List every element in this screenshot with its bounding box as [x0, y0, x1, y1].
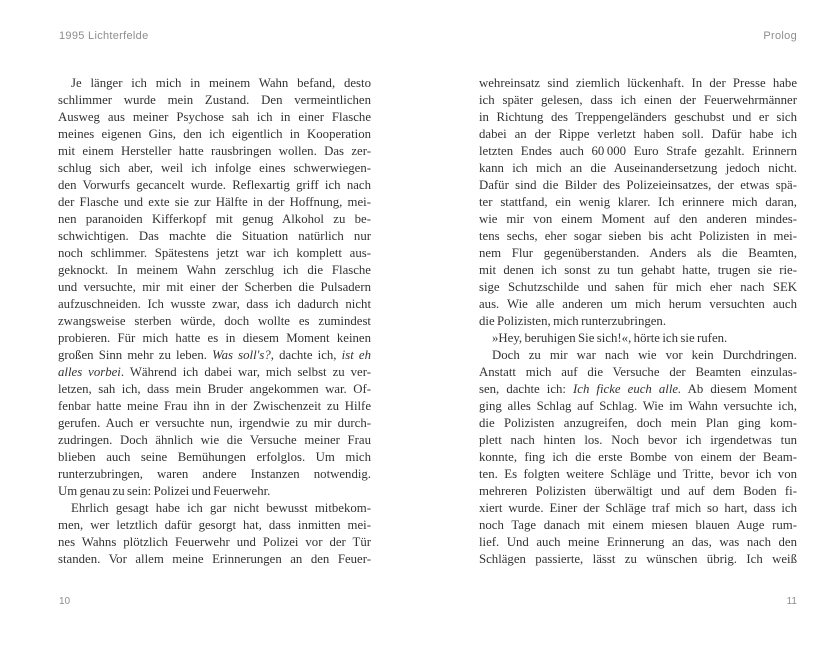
text-line: mit einem Hersteller hatte rausbringen wollen. Das zer- [58, 144, 371, 158]
text-line: sen, dachte ich: Ich ficke euch alle. Ab diesem Moment [479, 382, 797, 396]
text-line: xiert wurde. Einer der Schläge traf mich so hart, dass ich [479, 501, 797, 515]
text-line: noch Tage danach mit einem miesen blauen Auge rum- [479, 518, 797, 532]
text-line: zwangsweise sterben würde, doch wollte es zumindest [58, 314, 371, 328]
text-line: ter stattfand, ein wenig klarer. Ich erinnere mich daran, [479, 195, 797, 209]
text-line: ich später gelesen, dass ich einen der Feuerwehrmänner [479, 93, 797, 107]
running-header-left: 1995 Lichterfelde [59, 30, 149, 42]
text-line: blieben auch seine Bemühungen erfolglos. Um mich [58, 450, 371, 464]
text-line: nem Flur gegenüberstanden. Anders als die Beamten, [479, 246, 797, 260]
text-line: fenbar hatte meine Frau ihn in der Zwischenzeit zu Hilfe [58, 399, 371, 413]
text-line: zudringen. Doch ähnlich wie die Versuche meiner Frau [58, 433, 371, 447]
text-line: die Polizisten anzugreifen, doch mein Plan ging kom- [479, 416, 797, 430]
text-line: tens sechs, eher sogar sieben bis acht Polizisten in mei- [479, 229, 797, 243]
text-line: meines eigenen Gins, den ich eigentlich in Kooperation [58, 127, 371, 141]
text-line: aus. Wie alle anderen um mich herum versuchten auch [479, 297, 797, 311]
text-line: sige Schutzschilde und sahen für mich eher nach SEK [479, 280, 797, 294]
page-number-left: 10 [59, 596, 71, 607]
text-line: plett nach hinten los. Noch bevor ich irgendetwas tun [479, 433, 797, 447]
text-line: Schlägen passierte, lässt zu wünschen übrig. Ich weiß [479, 552, 797, 566]
text-line: Anstatt mich auf die Versuche der Beamten einzulas- [479, 365, 797, 379]
text-line: men, wer letztlich dafür gesorgt hat, dass inmitten mei- [58, 518, 371, 532]
text-line: Ehrlich gesagt habe ich gar nicht bewusst mitbekom- [71, 501, 371, 515]
text-line: mehreren Polizisten überwältigt und auf dem Boden fi- [479, 484, 797, 498]
text-line: Je länger ich mich in meinem Wahn befand, desto [71, 76, 371, 90]
text-line: runterzubringen, waren andere Instanzen notwendig. [58, 467, 371, 481]
text-line: gerufen. Auch er versuchte nun, irgendwie zu mir durch- [58, 416, 371, 430]
text-line: Ausweg aus meiner Psychose sah ich in einer Flasche [58, 110, 371, 124]
text-line: in Richtung des Treppengeländers geschubst und er sich [479, 110, 797, 124]
text-line: Um genau zu sein: Polizei und Feuerwehr. [58, 484, 271, 498]
text-line: Doch zu mir war nach wie vor kein Durchdringen. [492, 348, 797, 362]
text-line: letzen, sah ich, dass mein Bruder angekommen war. Of- [58, 382, 371, 396]
page-body-left [58, 75, 371, 568]
text-line: nes Wahns plötzlich Feuerwehr und Polizei vor der Tür [58, 535, 371, 549]
text-line: geknockt. In meinem Wahn zerschlug ich die Flasche [58, 263, 371, 277]
text-line: die Polizisten, mich runterzubringen. [479, 314, 667, 328]
text-line: wie mir von einem Moment auf den anderen mindes- [479, 212, 797, 226]
text-line: nen paranoiden Kifferkopf mit genug Alkohol zu be- [58, 212, 371, 226]
text-line: alles vorbei. Während ich dabei war, mich selbst zu ver- [58, 365, 371, 379]
text-line: »Hey, beruhigen Sie sich!«, hörte ich sie rufen. [492, 331, 728, 345]
text-line: konnte, fing ich die erste Bombe von einem der Beam- [479, 450, 797, 464]
text-line: der Flasche und exte sie zur Hälfte in der Hoffnung, mei- [58, 195, 371, 209]
page-number-right: 11 [786, 596, 797, 607]
text-line: ten. Es folgten weitere Schläge und Tritte, bevor ich von [479, 467, 797, 481]
text-line: probieren. Für mich hatte es in diesem Moment keinen [58, 331, 371, 345]
text-line: dabei an der Rippe verletzt haben soll. Dafür habe ich [479, 127, 797, 141]
text-line: und versuchte, mir mit einer der Scherben die Pulsadern [58, 280, 371, 294]
text-line: wehreinsatz sind ziemlich lückenhaft. In der Presse habe [479, 76, 797, 90]
text-line: den Vorwurfs gecancelt wurde. Reflexartig griff ich nach [58, 178, 371, 192]
text-line: schlimmer wurde mein Zustand. Den vermeintlichen [58, 93, 371, 107]
page-body-right [479, 75, 797, 568]
text-line: mit denen ich sonst zu tun gehabt hatte, trugen sie rie- [479, 263, 797, 277]
text-line: Dafür sind die Bilder des Polizeieinsatzes, der etwas spä- [479, 178, 797, 192]
running-header-right: Prolog [763, 30, 797, 42]
text-line: aufzuschneiden. Ich wusste zwar, dass ich dadurch nicht [58, 297, 371, 311]
text-line: kann ich mich an die Auseinandersetzung jedoch nicht. [479, 161, 797, 175]
text-line: standen. Vor allem meine Erinnerungen an den Feuer- [58, 552, 371, 566]
text-line: ging alles Schlag auf Schlag. Wie im Wahn versuchte ich, [479, 399, 797, 413]
text-line: letzten Endes auch 60 000 Euro Strafe gezahlt. Erinnern [479, 144, 797, 158]
text-line: lief. Und auch meine Erinnerung an das, was nach den [479, 535, 797, 549]
text-line: schlug sich aber, weil ich infolge eines schwerwiegen- [58, 161, 371, 175]
text-line: schwichtigen. Das machte die Situation natürlich nur [58, 229, 371, 243]
text-line: großen Sinn mehr zu leben. Was soll's?, dachte ich, ist eh [58, 348, 372, 362]
text-line: noch schlimmer. Spätestens jetzt war ich komplett aus- [58, 246, 371, 260]
